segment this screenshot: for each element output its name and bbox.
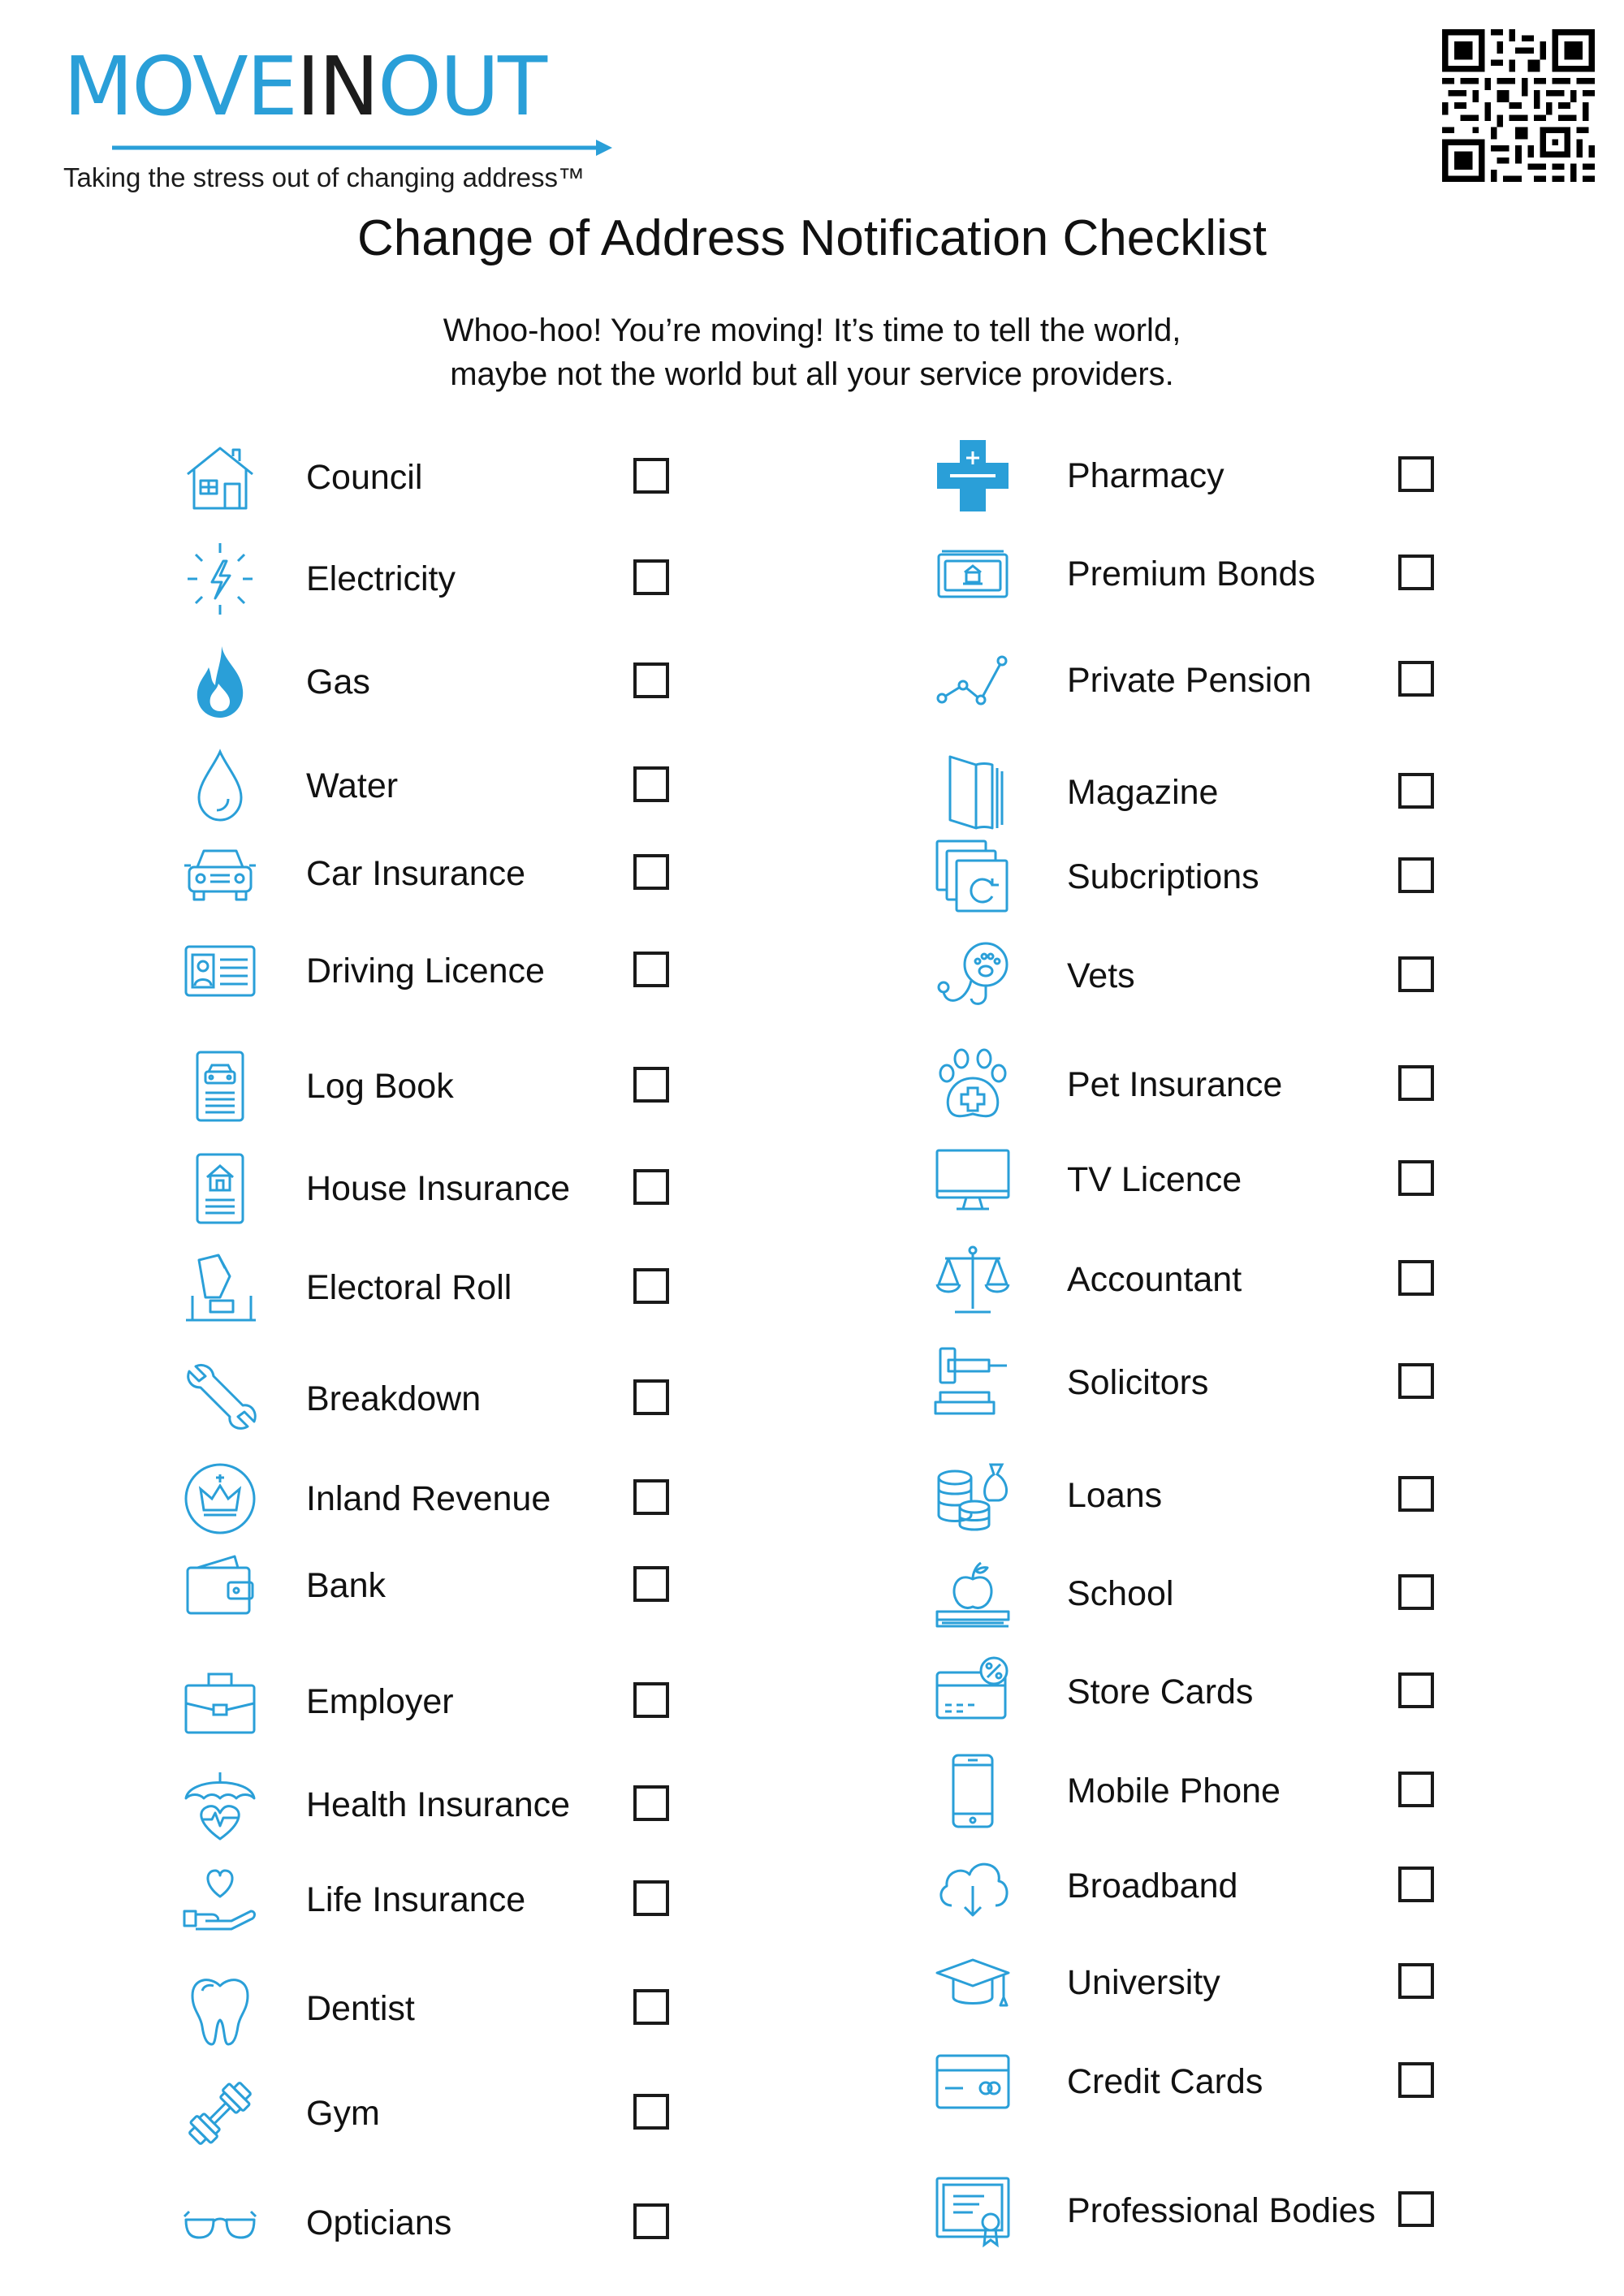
- paw-cross-icon-graphic: [934, 1046, 1012, 1124]
- qr-code[interactable]: [1442, 29, 1595, 182]
- magazine-icon: [934, 753, 1012, 831]
- checkbox[interactable]: [633, 952, 669, 987]
- checklist-item-university: [934, 1944, 1502, 2025]
- checkbox[interactable]: [1398, 1772, 1434, 1807]
- checkbox[interactable]: [1398, 1672, 1434, 1708]
- checklist-item-label: TV Licence: [1067, 1160, 1242, 1199]
- banknote-icon: [934, 535, 1012, 613]
- checklist-item-label: Pharmacy: [1067, 456, 1224, 495]
- checklist-item-life-insurance: [181, 1861, 749, 1942]
- ballot-box-icon: [181, 1249, 259, 1327]
- checklist-item-subcriptions: [934, 838, 1502, 919]
- checkbox[interactable]: [1398, 1476, 1434, 1512]
- checklist-item-label: Car Insurance: [306, 854, 526, 893]
- checklist-item-solicitors: [934, 1344, 1502, 1425]
- checkbox[interactable]: [1398, 456, 1434, 492]
- scales-icon-graphic: [934, 1241, 1012, 1318]
- checkbox[interactable]: [633, 1682, 669, 1718]
- tooth-icon: [181, 1970, 259, 2048]
- checklist-item-label: Life Insurance: [306, 1880, 526, 1919]
- checkbox[interactable]: [633, 766, 669, 802]
- checklist-item-gas: [181, 643, 749, 724]
- logo-word-in: IN: [296, 39, 378, 134]
- graduation-cap-icon: [934, 1944, 1012, 2022]
- checkbox[interactable]: [1398, 1260, 1434, 1296]
- car-icon: [181, 835, 259, 913]
- checklist-item-label: House Insurance: [306, 1169, 571, 1208]
- checklist-item-label: Gas: [306, 662, 370, 701]
- checkbox[interactable]: [1398, 2062, 1434, 2098]
- checklist-item-label: Pet Insurance: [1067, 1065, 1283, 1104]
- house-document-icon-graphic: [181, 1150, 259, 1228]
- checklist-item-label: Vets: [1067, 956, 1135, 995]
- apple-books-icon-graphic: [934, 1555, 1012, 1633]
- briefcase-icon: [181, 1663, 259, 1741]
- checkbox[interactable]: [1398, 1363, 1434, 1399]
- checkbox[interactable]: [633, 1479, 669, 1515]
- subscriptions-icon: [934, 838, 1012, 916]
- checklist-item-label: Magazine: [1067, 773, 1219, 812]
- checklist-item-professional-bodies: [934, 2172, 1502, 2253]
- checklist-item-label: Mobile Phone: [1067, 1772, 1281, 1810]
- checklist-item-council: [181, 438, 749, 520]
- checklist-item-label: Solicitors: [1067, 1363, 1209, 1402]
- percent-card-icon-graphic: [934, 1653, 1012, 1731]
- checklist-item-label: Dentist: [306, 1989, 415, 2028]
- checkbox[interactable]: [1398, 1867, 1434, 1902]
- checklist-item-label: Broadband: [1067, 1867, 1238, 1905]
- logo-arrow-icon: [112, 138, 615, 158]
- checklist-item-label: Bank: [306, 1566, 387, 1605]
- checklist-item-label: School: [1067, 1574, 1174, 1613]
- wrench-icon: [181, 1360, 259, 1438]
- checkbox[interactable]: [633, 1785, 669, 1821]
- credit-card-icon: [934, 2043, 1012, 2121]
- coins-icon-graphic: [934, 1457, 1012, 1534]
- checklist-item-label: Credit Cards: [1067, 2062, 1263, 2101]
- pharmacy-cross-icon: [934, 437, 1012, 515]
- crown-icon-graphic: [181, 1460, 259, 1538]
- checklist-item-label: Private Pension: [1067, 661, 1312, 700]
- wallet-icon-graphic: [181, 1547, 259, 1625]
- logo-word-move: MOVE: [63, 39, 296, 134]
- wallet-icon: [181, 1547, 259, 1625]
- gavel-icon-graphic: [934, 1344, 1012, 1422]
- checklist-item-gym: [181, 2074, 749, 2156]
- checklist-item-pharmacy: [934, 437, 1502, 518]
- checklist-item-inland-revenue: [181, 1460, 749, 1541]
- checklist-item-label: Electricity: [306, 559, 456, 598]
- scales-icon: [934, 1241, 1012, 1318]
- checklist-item-private-pension: [934, 641, 1502, 723]
- mobile-phone-icon: [934, 1752, 1012, 1830]
- dumbbell-icon-graphic: [181, 2074, 259, 2152]
- umbrella-heart-icon: [181, 1766, 259, 1844]
- pharmacy-cross-icon-graphic: [934, 437, 1012, 515]
- checklist-item-opticians: [181, 2184, 749, 2265]
- checklist-item-label: Health Insurance: [306, 1785, 571, 1824]
- checklist-item-label: Store Cards: [1067, 1672, 1254, 1711]
- car-icon-graphic: [181, 835, 259, 913]
- checklist-item-label: Inland Revenue: [306, 1479, 551, 1518]
- checkbox[interactable]: [633, 1169, 669, 1205]
- checkbox[interactable]: [633, 1379, 669, 1415]
- page-title: Change of Address Notification Checklist: [356, 210, 1268, 266]
- subscriptions-icon-graphic: [934, 838, 1012, 916]
- checkbox[interactable]: [1398, 956, 1434, 992]
- intro-line-2: maybe not the world but all your service providers.: [450, 356, 1174, 392]
- checklist-item-electricity: [181, 540, 749, 621]
- checkbox[interactable]: [1398, 661, 1434, 697]
- logo-tagline: Taking the stress out of changing address™: [63, 162, 585, 192]
- certificate-icon: [934, 2172, 1012, 2250]
- tooth-icon-graphic: [181, 1970, 259, 2048]
- checkbox[interactable]: [1398, 1065, 1434, 1101]
- lightning-icon-graphic: [181, 540, 259, 618]
- checkbox[interactable]: [633, 559, 669, 595]
- crown-icon: [181, 1460, 259, 1538]
- stethoscope-paw-icon-graphic: [934, 937, 1012, 1015]
- hand-heart-icon-graphic: [181, 1861, 259, 1939]
- checkbox[interactable]: [633, 1268, 669, 1304]
- paw-cross-icon: [934, 1046, 1012, 1124]
- checklist-item-label: Breakdown: [306, 1379, 482, 1418]
- flame-icon: [181, 643, 259, 721]
- flame-icon-graphic: [181, 643, 259, 721]
- stethoscope-paw-icon: [934, 937, 1012, 1015]
- checkbox[interactable]: [633, 854, 669, 890]
- checklist-item-broadband: [934, 1847, 1502, 1928]
- house-icon: [181, 438, 259, 516]
- checkbox[interactable]: [1398, 555, 1434, 590]
- checklist-item-label: Driving Licence: [306, 952, 545, 990]
- checklist-item-vets: [934, 937, 1502, 1018]
- checklist-item-label: Council: [306, 458, 423, 497]
- certificate-icon-graphic: [934, 2172, 1012, 2250]
- checklist-item-premium-bonds: [934, 535, 1502, 616]
- checklist-item-store-cards: [934, 1653, 1502, 1734]
- checklist-item-bank: [181, 1547, 749, 1628]
- monitor-icon-graphic: [934, 1141, 1012, 1219]
- lightning-icon: [181, 540, 259, 618]
- coins-icon: [934, 1457, 1012, 1534]
- monitor-icon: [934, 1141, 1012, 1219]
- wrench-icon-graphic: [181, 1360, 259, 1438]
- checkbox[interactable]: [1398, 1963, 1434, 1999]
- checkbox[interactable]: [1398, 773, 1434, 809]
- dumbbell-icon: [181, 2074, 259, 2152]
- logo-word-out: OUT: [378, 39, 546, 134]
- id-card-icon-graphic: [181, 932, 259, 1010]
- water-drop-icon: [181, 747, 259, 825]
- checklist-item-loans: [934, 1457, 1502, 1538]
- hand-heart-icon: [181, 1861, 259, 1939]
- checklist-item-label: Premium Bonds: [1067, 555, 1315, 593]
- checkbox[interactable]: [1398, 2191, 1434, 2227]
- line-graph-icon-graphic: [934, 641, 1012, 719]
- glasses-icon: [181, 2184, 259, 2262]
- checklist-item-tv-licence: [934, 1141, 1502, 1222]
- checklist-item-credit-cards: [934, 2043, 1502, 2124]
- checklist-item-label: Loans: [1067, 1476, 1163, 1515]
- percent-card-icon: [934, 1653, 1012, 1731]
- checklist-item-mobile-phone: [934, 1752, 1502, 1833]
- gavel-icon: [934, 1344, 1012, 1422]
- checkbox[interactable]: [1398, 857, 1434, 893]
- water-drop-icon-graphic: [181, 747, 259, 825]
- credit-card-icon-graphic: [934, 2043, 1012, 2121]
- checklist-item-label: Professional Bodies: [1067, 2191, 1376, 2230]
- intro-text: [0, 309, 1624, 396]
- car-document-icon: [181, 1047, 259, 1125]
- checklist-item-pet-insurance: [934, 1046, 1502, 1127]
- banknote-icon-graphic: [934, 535, 1012, 613]
- briefcase-icon-graphic: [181, 1663, 259, 1741]
- apple-books-icon: [934, 1555, 1012, 1633]
- house-document-icon: [181, 1150, 259, 1228]
- glasses-icon-graphic: [181, 2184, 259, 2262]
- checkbox[interactable]: [633, 2094, 669, 2130]
- umbrella-heart-icon-graphic: [181, 1766, 259, 1844]
- checklist-item-house-insurance: [181, 1150, 749, 1231]
- ballot-box-icon-graphic: [181, 1249, 259, 1327]
- id-card-icon: [181, 932, 259, 1010]
- checklist-item-magazine: [934, 753, 1502, 835]
- cloud-download-icon-graphic: [934, 1847, 1012, 1925]
- checklist-item-driving-licence: [181, 932, 749, 1013]
- checklist-item-label: Water: [306, 766, 399, 805]
- checklist-item-employer: [181, 1663, 749, 1744]
- line-graph-icon: [934, 641, 1012, 719]
- checklist-item-log-book: [181, 1047, 749, 1129]
- checklist-item-label: University: [1067, 1963, 1220, 2002]
- checklist-item-health-insurance: [181, 1766, 749, 1847]
- checklist-item-label: Electoral Roll: [306, 1268, 512, 1307]
- intro-line-1: Whoo-hoo! You’re moving! It’s time to tell the world,: [443, 313, 1181, 348]
- checkbox[interactable]: [633, 1566, 669, 1602]
- checklist-item-water: [181, 747, 749, 828]
- checkbox[interactable]: [1398, 1574, 1434, 1610]
- checkbox[interactable]: [633, 458, 669, 494]
- checklist-item-label: Opticians: [306, 2203, 452, 2242]
- checkbox[interactable]: [633, 662, 669, 698]
- checkbox[interactable]: [1398, 1160, 1434, 1196]
- checklist-item-car-insurance: [181, 835, 749, 916]
- checkbox[interactable]: [633, 1989, 669, 2025]
- moveinout-logo: [63, 39, 615, 192]
- mobile-phone-icon-graphic: [934, 1752, 1012, 1830]
- checklist-item-electoral-roll: [181, 1249, 749, 1330]
- qr-code-icon: [1442, 29, 1595, 182]
- house-icon-graphic: [181, 438, 259, 516]
- cloud-download-icon: [934, 1847, 1012, 1925]
- checklist-item-accountant: [934, 1241, 1502, 1322]
- checklist-item-dentist: [181, 1970, 749, 2051]
- checklist-item-label: Gym: [306, 2094, 380, 2133]
- checkbox[interactable]: [633, 2203, 669, 2239]
- checkbox[interactable]: [633, 1880, 669, 1916]
- checkbox[interactable]: [633, 1067, 669, 1103]
- checklist-item-label: Subcriptions: [1067, 857, 1259, 896]
- graduation-cap-icon-graphic: [934, 1944, 1012, 2022]
- logo-wordmark: [63, 39, 546, 134]
- checklist-item-school: [934, 1555, 1502, 1636]
- checklist-item-label: Log Book: [306, 1067, 454, 1106]
- magazine-icon-graphic: [934, 753, 1012, 831]
- checklist-item-breakdown: [181, 1360, 749, 1441]
- checklist-item-label: Employer: [306, 1682, 454, 1721]
- car-document-icon-graphic: [181, 1047, 259, 1125]
- checklist-item-label: Accountant: [1067, 1260, 1242, 1299]
